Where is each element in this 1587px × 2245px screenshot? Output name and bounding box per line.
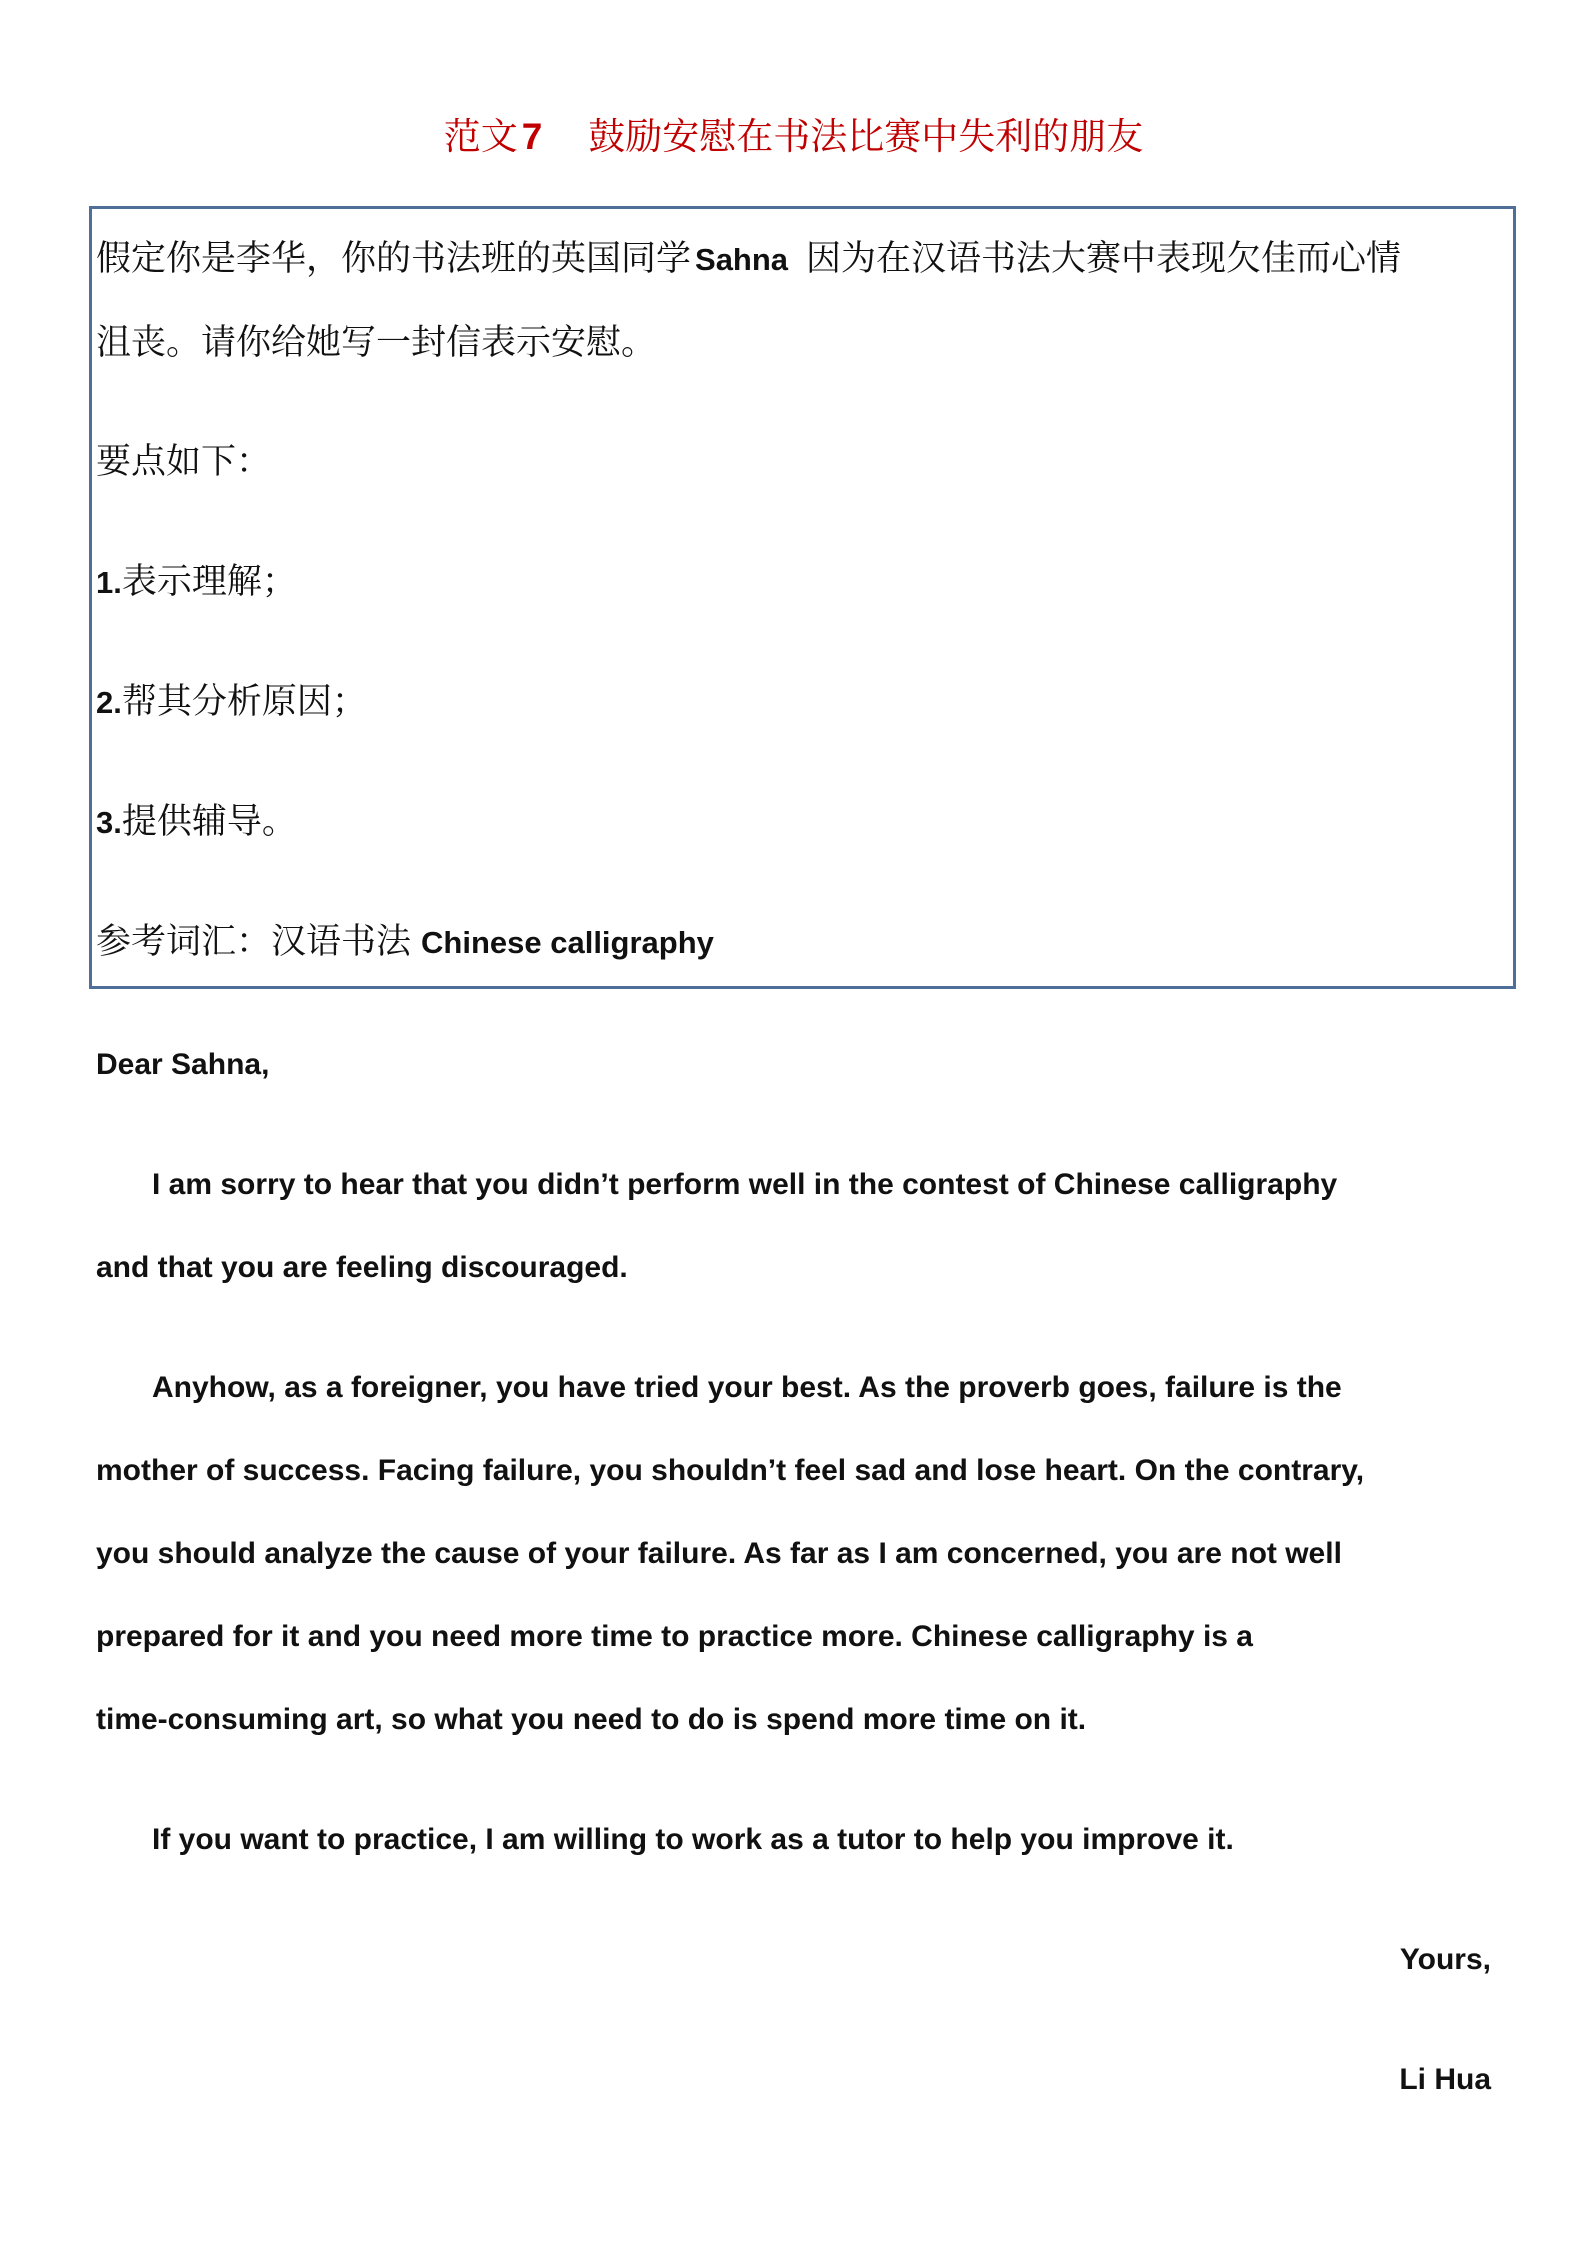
letter-line-5: you should analyze the cause of your failure. As far as I am concerned, you are not well bbox=[96, 1537, 1342, 1570]
point-number: 1. bbox=[96, 565, 122, 600]
task-line-1 bbox=[96, 234, 1401, 285]
letter-line-4: mother of success. Facing failure, you shouldn’t feel sad and lose heart. On the contrary, bbox=[96, 1454, 1365, 1487]
task-line-1-part-a: 假定你是李华，你的书法班的英国同学 bbox=[96, 239, 692, 279]
task-line-2: 沮丧。请你给她写一封信表示安慰。 bbox=[96, 323, 657, 363]
vocab-term: Chinese calligraphy bbox=[421, 925, 714, 960]
title-text: 鼓励安慰在书法比赛中失利的朋友 bbox=[588, 115, 1144, 158]
vocab-label: 参考词汇：汉语书法 bbox=[96, 922, 412, 962]
letter-signature: Li Hua bbox=[1399, 2063, 1491, 2096]
point-number: 3. bbox=[96, 805, 122, 840]
point-text: 表示理解； bbox=[121, 562, 297, 602]
point-text: 提供辅导。 bbox=[121, 802, 297, 842]
letter-line-6: prepared for it and you need more time to practice more. Chinese calligraphy is a bbox=[96, 1620, 1253, 1653]
point-item-2 bbox=[96, 677, 367, 728]
point-item-3 bbox=[96, 797, 297, 848]
letter-line-8: If you want to practice, I am willing to work as a tutor to help you improve it. bbox=[152, 1823, 1234, 1856]
point-text: 帮其分析原因； bbox=[121, 682, 367, 722]
letter-line-7: time-consuming art, so what you need to do is spend more time on it. bbox=[96, 1703, 1087, 1736]
student-name: Sahna bbox=[695, 242, 789, 277]
letter-closing: Yours, bbox=[1399, 1943, 1491, 1976]
point-item-1 bbox=[96, 557, 297, 608]
title-prefix: 范文 bbox=[443, 115, 518, 158]
letter-line-3: Anyhow, as a foreigner, you have tried your best. As the proverb goes, failure is the bbox=[152, 1371, 1342, 1404]
page-title bbox=[0, 112, 1587, 162]
task-line-1-part-b: 因为在汉语书法大赛中表现欠佳而心情 bbox=[806, 239, 1402, 279]
letter-line-1: I am sorry to hear that you didn’t perform well in the contest of Chinese calligraphy bbox=[152, 1168, 1338, 1201]
point-number: 2. bbox=[96, 685, 122, 720]
letter-salutation: Dear Sahna, bbox=[96, 1048, 270, 1081]
letter-line-2: and that you are feeling discouraged. bbox=[96, 1251, 628, 1284]
title-number: 7 bbox=[521, 116, 543, 157]
reference-vocab bbox=[96, 917, 714, 968]
points-heading: 要点如下： bbox=[96, 442, 272, 482]
